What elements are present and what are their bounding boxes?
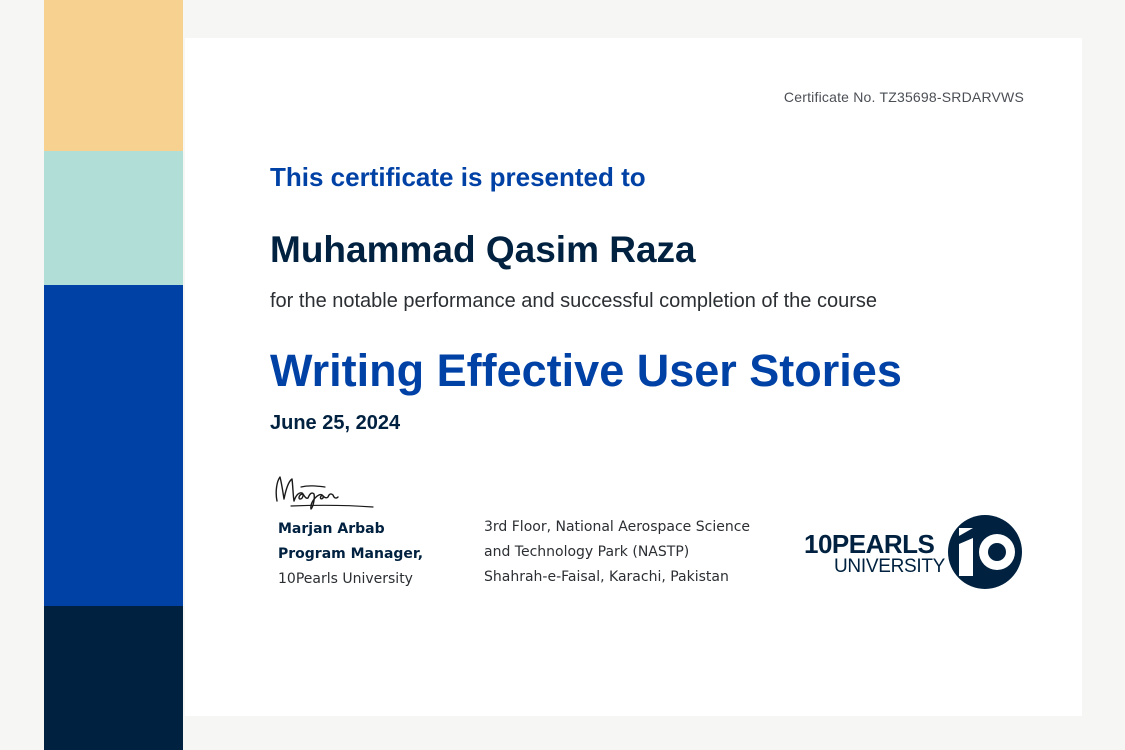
address-line-3: Shahrah-e-Faisal, Karachi, Pakistan xyxy=(484,569,729,585)
certificate-number: Certificate No. TZ35698-SRDARVWS xyxy=(783,89,1024,105)
issue-date: June 25, 2024 xyxy=(270,412,401,434)
certificate-card xyxy=(185,38,1082,716)
address-line-1: 3rd Floor, National Aerospace Science xyxy=(484,519,751,535)
logo-brand-text: 10PEARLS xyxy=(804,529,935,559)
logo-10-emblem-icon xyxy=(947,514,1023,590)
decor-stripe-yellow xyxy=(44,0,183,151)
decor-stripe-mint xyxy=(44,151,183,285)
decor-stripe-navy xyxy=(44,606,183,750)
signatory-block xyxy=(278,517,423,592)
signatory-title: Program Manager, xyxy=(278,546,424,562)
logo-subtitle-text: UNIVERSITY xyxy=(834,556,946,577)
university-logo xyxy=(804,514,1024,590)
decor-stripe-blue xyxy=(44,285,183,606)
signatory-name: Marjan Arbab xyxy=(278,521,385,537)
course-title: Writing Effective User Stories xyxy=(270,345,902,396)
signature-image xyxy=(271,471,377,513)
recipient-name: Muhammad Qasim Raza xyxy=(270,229,696,270)
signatory-organization: 10Pearls University xyxy=(278,571,413,587)
completion-text: for the notable performance and successful completion of the course xyxy=(270,290,878,312)
certificate-heading: This certificate is presented to xyxy=(270,162,646,192)
address-block xyxy=(484,515,750,590)
address-line-2: and Technology Park (NASTP) xyxy=(484,544,690,560)
